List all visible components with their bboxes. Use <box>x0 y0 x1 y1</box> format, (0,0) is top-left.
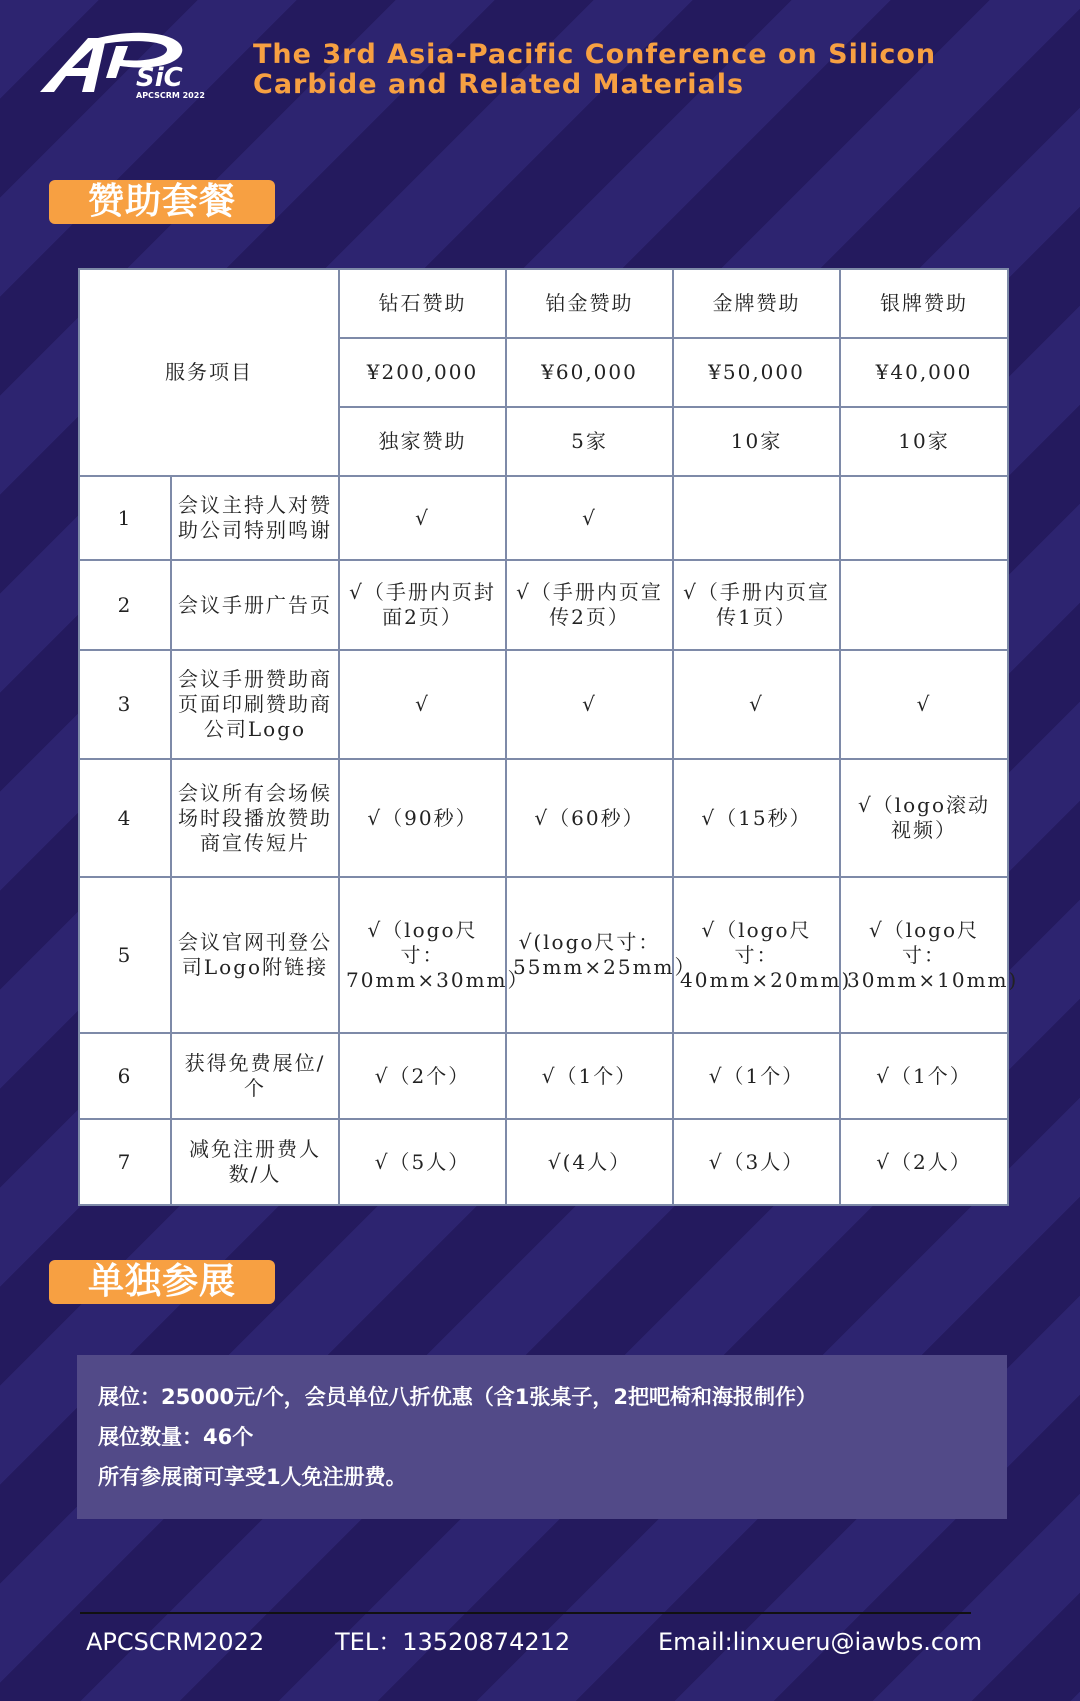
row-number: 4 <box>79 759 171 877</box>
row-number: 7 <box>79 1119 171 1205</box>
exhibit-info-price: 展位：25000元/个，会员单位八折优惠（含1张桌子，2把吧椅和海报制作） <box>98 1385 817 1409</box>
benefit-cell: √(logo尺寸：55mm×25mm） <box>506 877 673 1033</box>
row-number: 3 <box>79 650 171 759</box>
exhibit-info-note: 所有参展商可享受1人免注册费。 <box>98 1465 407 1489</box>
table-row <box>79 560 1008 650</box>
benefit-cell: √ <box>840 650 1008 759</box>
exhibit-info-box <box>77 1355 1007 1519</box>
table-row <box>79 650 1008 759</box>
benefit-cell: √（2人） <box>840 1119 1008 1205</box>
benefit-cell: √（logo尺寸：40mm×20mm) <box>673 877 840 1033</box>
logo-text: SiC <box>136 63 183 93</box>
table-row <box>79 476 1008 560</box>
service-item: 减免注册费人数/人 <box>171 1119 339 1205</box>
service-item: 获得免费展位/个 <box>171 1033 339 1119</box>
conference-title <box>253 40 1053 100</box>
benefit-cell: √（1个） <box>673 1033 840 1119</box>
service-item: 会议手册赞助商页面印刷赞助商公司Logo <box>171 650 339 759</box>
benefit-cell: √（手册内页宣传1页） <box>673 560 840 650</box>
benefit-cell: √ <box>339 650 506 759</box>
benefit-cell: √（2个） <box>339 1033 506 1119</box>
benefit-cell: √（手册内页封面2页） <box>339 560 506 650</box>
tier-quota: 独家赞助 <box>339 407 506 476</box>
benefit-cell: √（60秒） <box>506 759 673 877</box>
benefit-cell: √（1个） <box>506 1033 673 1119</box>
tier-name-row <box>79 269 1008 338</box>
benefit-cell: √ <box>506 476 673 560</box>
benefit-cell: √（3人） <box>673 1119 840 1205</box>
exhibit-info-count: 展位数量：46个 <box>98 1425 254 1449</box>
service-item: 会议主持人对赞助公司特别鸣谢 <box>171 476 339 560</box>
benefit-cell: √（15秒） <box>673 759 840 877</box>
table-row <box>79 1119 1008 1205</box>
tier-quota: 10家 <box>840 407 1008 476</box>
benefit-cell: √（90秒） <box>339 759 506 877</box>
benefit-cell: √ <box>506 650 673 759</box>
row-number: 5 <box>79 877 171 1033</box>
footer-org: APCSCRM2022 <box>86 1628 265 1656</box>
benefit-cell <box>673 476 840 560</box>
tier-name: 铂金赞助 <box>506 269 673 338</box>
row-number: 6 <box>79 1033 171 1119</box>
footer-divider <box>80 1612 971 1614</box>
row-number: 2 <box>79 560 171 650</box>
tier-quota: 10家 <box>673 407 840 476</box>
benefit-cell <box>840 560 1008 650</box>
tier-name: 钻石赞助 <box>339 269 506 338</box>
table-row <box>79 1033 1008 1119</box>
tier-name: 金牌赞助 <box>673 269 840 338</box>
header <box>0 0 1080 130</box>
benefit-cell: √（1个） <box>840 1033 1008 1119</box>
conference-title-line2: Carbide and Related Materials <box>253 69 745 100</box>
benefit-cell <box>840 476 1008 560</box>
row-number: 1 <box>79 476 171 560</box>
service-item: 会议所有会场候场时段播放赞助商宣传短片 <box>171 759 339 877</box>
sponsorship-packages-table <box>78 268 1019 1206</box>
service-item: 会议官网刊登公司Logo附链接 <box>171 877 339 1033</box>
tier-name: 银牌赞助 <box>840 269 1008 338</box>
tier-price: ¥60,000 <box>506 338 673 407</box>
service-header: 服务项目 <box>79 269 339 476</box>
benefit-cell: √ <box>673 650 840 759</box>
benefit-cell: √（手册内页宣传2页） <box>506 560 673 650</box>
benefit-cell: √(4人） <box>506 1119 673 1205</box>
tier-price: ¥200,000 <box>339 338 506 407</box>
tier-price: ¥50,000 <box>673 338 840 407</box>
section-title-packages: 赞助套餐 <box>49 180 275 224</box>
benefit-cell: √ <box>339 476 506 560</box>
conference-title-line1: The 3rd Asia-Pacific Conference on Silicon <box>253 39 937 70</box>
benefit-cell: √（5人） <box>339 1119 506 1205</box>
footer-tel: TEL：13520874212 <box>335 1628 571 1656</box>
apsic-logo <box>36 30 216 105</box>
tier-price: ¥40,000 <box>840 338 1008 407</box>
section-title-exhibit: 单独参展 <box>49 1260 275 1304</box>
service-item: 会议手册广告页 <box>171 560 339 650</box>
table-row <box>79 759 1008 877</box>
benefit-cell: √（logo尺寸：30mm×10mm) <box>840 877 1008 1033</box>
tier-quota: 5家 <box>506 407 673 476</box>
table-row <box>79 877 1008 1033</box>
benefit-cell: √（logo尺寸：70mm×30mm） <box>339 877 506 1033</box>
benefit-cell: √（logo滚动视频） <box>840 759 1008 877</box>
logo-subtext: APCSCRM 2022 <box>136 91 205 100</box>
footer-email: Email:linxueru@iawbs.com <box>658 1628 983 1656</box>
